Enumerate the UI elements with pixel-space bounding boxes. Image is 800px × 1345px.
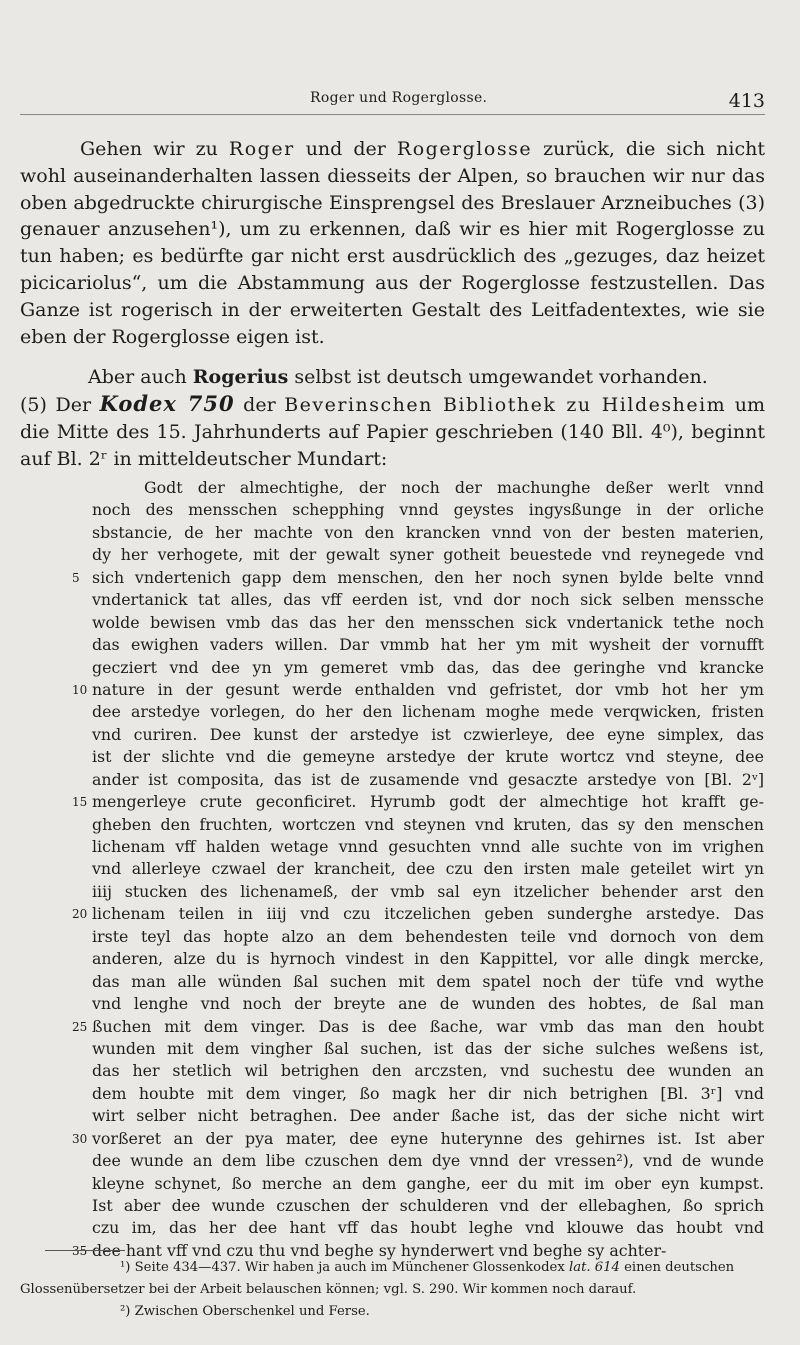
quote-line xyxy=(92,634,764,656)
text-run: zurück, die sich nicht wohl auseinanderhalten lassen diesseits der Alpen, so brauchen wir nur das oben abgedruckte chirurgische Einsprengsel des Breslauer Arzneibuches (3) genauer anzusehen¹), um zu erkennen, daß wir es hier mit Rogerglosse zu tun haben; es bedürfte gar nicht erst ausdrücklich des „gezuges, daz heizet picicariolus“, um die Abstammung aus der Rogerglosse festzustellen. Das Ganze ist rogerisch in der erweiterten Gestalt des Leitfadentextes, wie sie eben der Rogerglosse eigen ist. xyxy=(20,138,765,348)
quote-line-text: ander ist composita, das ist de zusamende vnd gesaczte arstedye von [Bl. 2ᵛ] xyxy=(92,769,764,789)
quote-line-text: das ewighen vaders willen. Dar vmmb hat her ym mit wysheit der vornufft xyxy=(92,635,764,655)
quote-line-text: sich vndertenich gapp dem menschen, den her noch synen bylde belte vnnd xyxy=(92,567,764,587)
quote-line-text: dee wunde an dem libe czuschen dem dye vnnd der vressen²), vnd de wunde xyxy=(92,1151,764,1171)
emphasis-rogerius: Rogerius xyxy=(192,366,289,389)
body-text xyxy=(20,136,765,473)
quote-line-text: wunden mit dem vingher ßal suchen, ist das der siche sulches weßens ist, xyxy=(92,1038,764,1058)
text-run: Aber auch xyxy=(88,366,193,389)
quote-line xyxy=(92,1038,764,1060)
quote-line xyxy=(92,1173,764,1195)
quote-line xyxy=(92,499,764,521)
text-run: selbst ist deutsch umgewandet vorhanden. xyxy=(288,366,708,389)
quote-line xyxy=(92,926,764,948)
text-run: ¹) Seite 434—437. Wir haben ja auch im Münchener Glossenkodex xyxy=(120,1260,569,1275)
quote-line-text: das man alle wünden ßal suchen mit dem spatel noch der tüfe vnd wythe xyxy=(92,971,764,991)
quote-line xyxy=(92,858,764,880)
quote-line xyxy=(92,1083,764,1105)
quote-line-text: vndertanick tat alles, das vff eerden ist, vnd dor noch sick selben mensschе xyxy=(92,590,764,610)
line-number: 20 xyxy=(72,907,88,922)
quote-line-text: sbstancie, de her machte von den krancken vnnd von der besten materien, xyxy=(92,522,764,542)
quote-line xyxy=(92,814,764,836)
line-number: 5 xyxy=(72,570,80,585)
text-run: um die Mitte des 15. Jahrhunderts auf Papier geschrieben (140 Bll. 4⁰), beginnt auf Bl. 2ʳ in mitteldeutscher Mundart: xyxy=(20,394,765,470)
quote-line-text: vorßeret an der pya mater, dee eyne huterynne des gehirnes ist. Ist aber xyxy=(92,1128,764,1148)
text-run: Gehen wir zu xyxy=(80,138,229,160)
line-number: 10 xyxy=(72,682,88,697)
quote-line-text: kleyne schynet, ßo merche an dem ganghe, eer du mit im ober eyn kumpst. xyxy=(92,1173,764,1193)
quote-line xyxy=(72,791,764,813)
quote-line-text: irste teyl das hopte alzo an dem behendesten teile vnd dornoch von dem xyxy=(92,926,764,946)
quote-line xyxy=(92,1195,764,1217)
quote-line xyxy=(92,589,764,611)
line-number: 30 xyxy=(72,1131,88,1146)
quote-line-text: wolde bewisen vmb das das her den mensschen sick vndertanick tethe noch xyxy=(92,612,764,632)
emphasis-roger: Roger xyxy=(228,138,295,160)
quote-line xyxy=(92,1060,764,1082)
quote-line xyxy=(92,1150,764,1172)
quote-line-text: gecziert vnd dee yn ym gemeret vmb das, das dee geringhe vnd krancke xyxy=(92,657,764,677)
quote-line xyxy=(92,993,764,1015)
quote-line-text: ist der slichte vnd die gemeyne arstedye der krute wortcz vnd steyne, dee xyxy=(92,747,764,767)
quote-line-text: nature in der gesunt werde enthalden vnd gefristet, dor vmb hot her ym xyxy=(92,679,764,699)
quote-line-text: Godt der almechtighe, der noch der machunghe deßer werlt vnnd xyxy=(144,478,764,497)
quote-line xyxy=(92,657,764,679)
quote-line xyxy=(92,948,764,970)
quote-line-text: Ist aber dee wunde czuschen der schulderen vnd der ellebaghen, ßo sprich xyxy=(92,1196,764,1215)
quoted-manuscript-text xyxy=(72,477,764,1262)
quote-line xyxy=(92,769,764,791)
quote-line-text: das her stetlich wil betrighen den arczsten, vnd suchestu dee wunden an xyxy=(92,1061,764,1081)
footnote-2: ²) Zwischen Oberschenkel und Ferse. xyxy=(120,1304,370,1319)
footnote-italic-ref: lat. 614 xyxy=(569,1260,620,1275)
quote-line xyxy=(72,903,764,925)
quote-line xyxy=(72,1016,764,1038)
quote-line-text: ßuchen mit dem vinger. Das is dee ßache, war vmb das man den houbt xyxy=(92,1016,764,1036)
emphasis-rogerglosse: Rogerglosse xyxy=(396,138,533,160)
line-number: 25 xyxy=(72,1019,88,1034)
quote-line xyxy=(72,679,764,701)
quote-line-text: anderen, alze du is hyrnoch vindest in den Kappittel, vor alle dingk mercke, xyxy=(92,949,764,969)
section-marker: (5) Der xyxy=(20,394,100,417)
text-run: einen deutschen Glossenübersetzer bei der Arbeit belauschen können; vgl. S. 290. Wir kommen noch darauf. xyxy=(20,1260,735,1297)
quote-line xyxy=(92,746,764,768)
quote-line-text: dem houbte mit dem vinger, ßo magk her dir nich betrighen [Bl. 3ʳ] vnd xyxy=(92,1083,764,1103)
quote-line-text: czu im, das her dee hant vff das houbt leghe vnd klouwe das houbt vnd xyxy=(92,1218,764,1238)
emphasis-library: Beverinschen Bibliothek zu Hildesheim xyxy=(284,394,727,417)
quote-line-text: noch des mensschen schepphing vnnd geystes ingysßunge in der orliche xyxy=(92,500,764,520)
text-run: der xyxy=(234,394,285,417)
footnote-1 xyxy=(20,1257,768,1301)
quote-line xyxy=(92,1105,764,1127)
quote-line xyxy=(92,612,764,634)
quote-line xyxy=(92,522,764,544)
quote-line-text: dee hant vff vnd czu thu vnd beghe sy hynderwert vnd beghe sy achter- xyxy=(92,1240,667,1260)
quote-line xyxy=(92,701,764,723)
footnote-rule xyxy=(45,1250,125,1251)
line-number: 15 xyxy=(72,795,88,810)
quote-line-text: lichenam teilen in iiij vnd czu itczelichen geben sunderghe arstedye. Das xyxy=(92,904,764,924)
quote-line xyxy=(92,971,764,993)
paragraph-rogerius xyxy=(20,364,765,472)
quote-line-text: gheben den fruchten, wortczen vnd steynen vnd kruten, das sy den menschen xyxy=(92,814,764,834)
quote-line-text: vnd curiren. Dee kunst der arstedye ist czwierleye, dee eyne simplex, das xyxy=(92,724,764,744)
running-title: Roger und Rogerglosse. xyxy=(310,90,488,106)
quote-line xyxy=(92,544,764,566)
quote-line-text: dee arstedye vorlegen, do her den lichenam moghe mede verqwicken, fristen xyxy=(92,702,764,722)
quote-line xyxy=(92,836,764,858)
page-header xyxy=(20,90,765,115)
paragraph-roger xyxy=(20,136,765,350)
quote-line-text: mengerleye crute geconficiret. Hyrumb godt der almechtige hot krafft ge- xyxy=(92,792,764,812)
quote-line xyxy=(72,1128,764,1150)
quote-line-text: vnd allerleye czwael der krancheit, dee czu den irsten male geteilet wirt yn xyxy=(92,859,764,879)
quote-line xyxy=(92,1217,764,1239)
quote-line-text: wirt selber nicht betraghen. Dee ander ßache ist, das der siche nicht wirt xyxy=(92,1106,764,1126)
page-number: 413 xyxy=(728,90,765,112)
text-run: und der xyxy=(294,138,397,160)
quote-line-text: lichenam vff halden wetage vnnd gesuchten vnnd alle suchte von im vrighen xyxy=(92,837,764,856)
quote-line xyxy=(92,477,764,499)
quote-line-text: vnd lenghe vnd noch der breyte ane de wunden des hobtes, de ßal man xyxy=(92,994,764,1014)
quote-line xyxy=(72,567,764,589)
quote-line-text: iiij stucken des lichenameß, der vmb sal eyn itzelicher behender arst den xyxy=(92,881,764,901)
emphasis-kodex: Kodex 750 xyxy=(99,391,235,417)
quote-line-text: dy her verhogete, mit der gewalt syner gotheit beuestede vnd reynegede vnd xyxy=(92,545,764,565)
line-number: 35 xyxy=(72,1243,88,1258)
quote-line xyxy=(92,881,764,903)
quote-line xyxy=(92,724,764,746)
footnotes xyxy=(20,1257,768,1323)
